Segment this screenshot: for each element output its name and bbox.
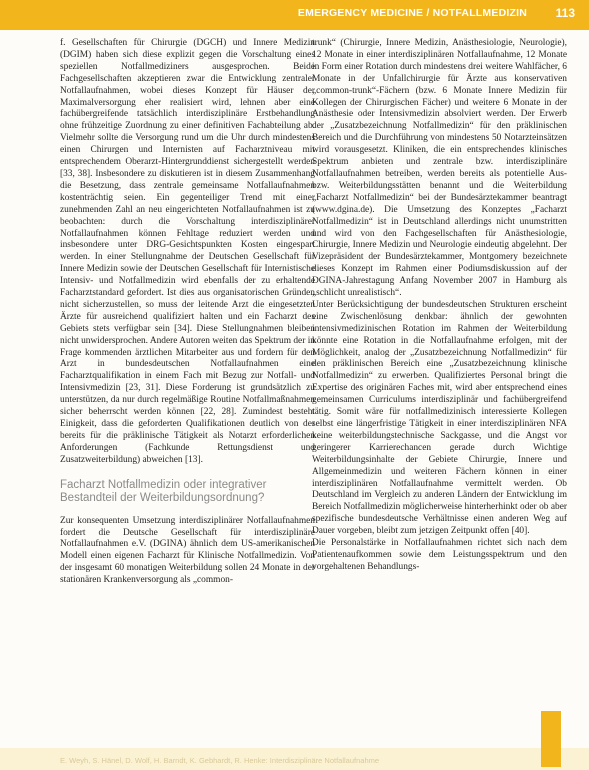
header-band: [0, 0, 589, 30]
body-paragraph: Unter Berücksichtigung der bundesdeutschen Strukturen erscheint eine Zwischenlösung denkbar: ähnlich der gewohnten intensivmedizinischen Rotation im Rahmen der Weiterbildung könnte eine Rotation in die Notfallaufnahme erfolgen, mit der Möglichkeit, analog der „Zusatzbezeichnung Notfallmedizin“ für den präklinischen Bereich eine „Zusatzbezeichnung klinische Notfallmedizin“ zu erwerben. Qualifiziertes Personal bringt die Expertise des originären Faches mit, wird aber entsprechend eines gemeinsamen Curriculums interdisziplinär und fachübergreifend tätig. Somit wäre für notfallmedizinisch interessierte Kollegen selbst eine längerfristige Tätigkeit in einer interdisziplinären NFA keine weiterbildungstechnische Sackgasse, und die Angst vor geringerer Karrierechancen gerade durch Wichtige Weiterbildungsinhalte der Gebiete Chirurgie, Innere und Allgemeinmedizin und weiteren Fächern können in einer interdisziplinären Notfallaufnahme vermittelt werden. Ob Deutschland im Vergleich zu anderen Ländern der Entwicklung im Bereich Notfallmedizin möglicherweise hinterherhinkt oder ob aber spezifische bundesdeutsche Verhältnisse einen anderen Weg auf Dauer vorgeben, bleibt zum jetzigen Zeitpunkt offen [40].: [312, 299, 567, 537]
running-header-title: EMERGENCY MEDICINE / NOTFALLMEDIZIN: [297, 7, 527, 19]
footer-citation: E. Weyh, S. Hänel, D. Wolf, H. Barndt, K. Gebhardt, R. Henke: Interdisziplinäre Notfallaufnahme: [60, 756, 380, 765]
footer-band: [0, 748, 589, 770]
body-paragraph: Die Personalstärke in Notfallaufnahmen richtet sich nach dem Patientenaufkommen sowie dem Leistungsspektrum und den vorgehaltenen Behandlungs-: [312, 538, 567, 572]
body-paragraph: f. Gesellschaften für Chirurgie (DGCH) und Innere Medizin (DGIM) haben sich diese explizit gegen die Vorschaltung eines speziellen Notfallmediziners ausgesprochen. Beide Fachgesellschaften akzeptieren zwar die Entwicklung zentraler Notfallaufnahmen, wobei dieses Konzept für Häuser der Maximalversorgung eher realisiert wird, lehnen aber eine fachübergreifende tatsächlich interdisziplinäre Erstbehandlung ohne frühzeitige Zuordnung zu einer definitiven Fachabteilung ab. Vielmehr sollte die Versorgung rund um die Uhr durch mindestens einen Chirurgen und Internisten auf Facharztniveau mit entsprechendem Oberarzt-Hintergrunddienst sichergestellt werden [33, 38]. Insbesondere zu diskutieren ist in diesem Zusammenhang die Besetzung, dass zentrale gemeinsame Notfallaufnahmen kostenträchtig seien. Ein gegenteiliger Trend mit einer zunehmenden Zahl an neu eingerichteten Notfallaufnahmen ist zu beobachten: durch die Vorschaltung interdisziplinärer Notfallaufnahmen können Fehltage reduziert werden und insbesondere unter DRG-Gesichtspunkten Kosten eingespart werden. In einer Stellungnahme der Deutschen Gesellschaft für Innere Medizin sowie der Deutschen Gesellschaft für Internistische Intensiv- und Notfallmedizin wird ebenfalls der zu erhaltende Facharztstandard gefordert. Ist dies aus organisatorischen Gründen nicht sicherzustellen, so muss der leitende Arzt die eingesetzten Ärzte für ausreichend qualifiziert halten und ein Facharzt des Gebiets stets verfügbar sein [34]. Diese Stellungnahmen bleiben nicht unwidersprochen. Andere Autoren weiten das Spektrum der in Frage kommenden ärztlichen Mitarbeiter aus und fordern für den Arzt in bundesdeutschen Notfallaufnahmen eine Facharztqualifikation in einem Fach mit Bezug zur Notfall- und Intensivmedizin [23, 31]. Diese Forderung ist grundsätzlich zu unterstützen, da nur durch regelmäßige Routine Notfallmaßnahmen sicher beherrscht werden können [22, 28]. Zumindest besteht Einigkeit, dass die geforderten Qualifikationen deutlich von der bereits für die präklinische Tätigkeit als Notarzt erforderlichen Anforderungen (Fachkunde Rettungsdienst und Zusatzweiterbildung) abweichen [13].: [60, 38, 315, 465]
body-paragraph: trunk“ (Chirurgie, Innere Medizin, Anästhesiologie, Neurologie), 12 Monate in einer interdisziplinären Notfallaufnahme, 12 Monate in Form einer Rotation durch mindestens drei weitere Wahlfächer, 6 Monate in der Unfallchirurgie für Ärzte aus konservativen „common-trunk“-Fächern (bzw. 6 Monate Innere Medizin für Kollegen der Chirurgischen Fächer) und weitere 6 Monate in der Anästhesie oder Intensivmedizin absolviert werden. Der Erwerb der „Zusatzbezeichnung Notfallmedizin“ für den präklinischen Bereich und die Durchführung von mindestens 50 Notarzteinsätzen wird vorausgesetzt. Kliniken, die ein entsprechendes klinisches Spektrum anbieten und zentrale bzw. interdisziplinäre Notfallaufnahmen betreiben, werden bereits als potentielle Aus- bzw. Weiterbildungsstätten benannt und die Weiterbildung „Facharzt Notfallmedizin“ bei der Bundesärztekammer beantragt (www.dgina.de). Die Umsetzung des Konzeptes „Facharzt Notfallmedizin“ ist in Deutschland allerdings nicht unumstritten und wird von den Fachgesellschaften für Anästhesiologie, Chirurgie, Innere Medizin und Neurologie eindeutig abgelehnt. Der Vizepräsident der Bundesärztekammer, Montgomery bezeichnete dieses Konzept im Rahmen einer Podiumsdiskussion auf der DGINA-Jahrestagung Anfang November 2007 in Hamburg als „schlicht unrealistisch“.: [312, 38, 567, 299]
right-column: [312, 38, 567, 574]
body-paragraph: Zur konsequenten Umsetzung interdisziplinärer Notfallaufnahmen fordert die Deutsche Gesellschaft für interdisziplinäre Notfallaufnahmen e.V. (DGINA) ähnlich dem US-amerikanischen Modell einen eigenen Facharzt für Klinische Notfallmedizin. Von der insgesamt 60 monatigen Weiterbildung sollen 24 Monate in der stationären Krankenversorgung als „common-: [60, 515, 315, 586]
section-heading: Facharzt Notfallmedizin oder integrativer Bestandteil der Weiterbildungsordnung?: [60, 478, 267, 505]
left-column: [60, 38, 315, 587]
page-number: 113: [555, 6, 575, 20]
page-tab-marker: [541, 711, 561, 767]
